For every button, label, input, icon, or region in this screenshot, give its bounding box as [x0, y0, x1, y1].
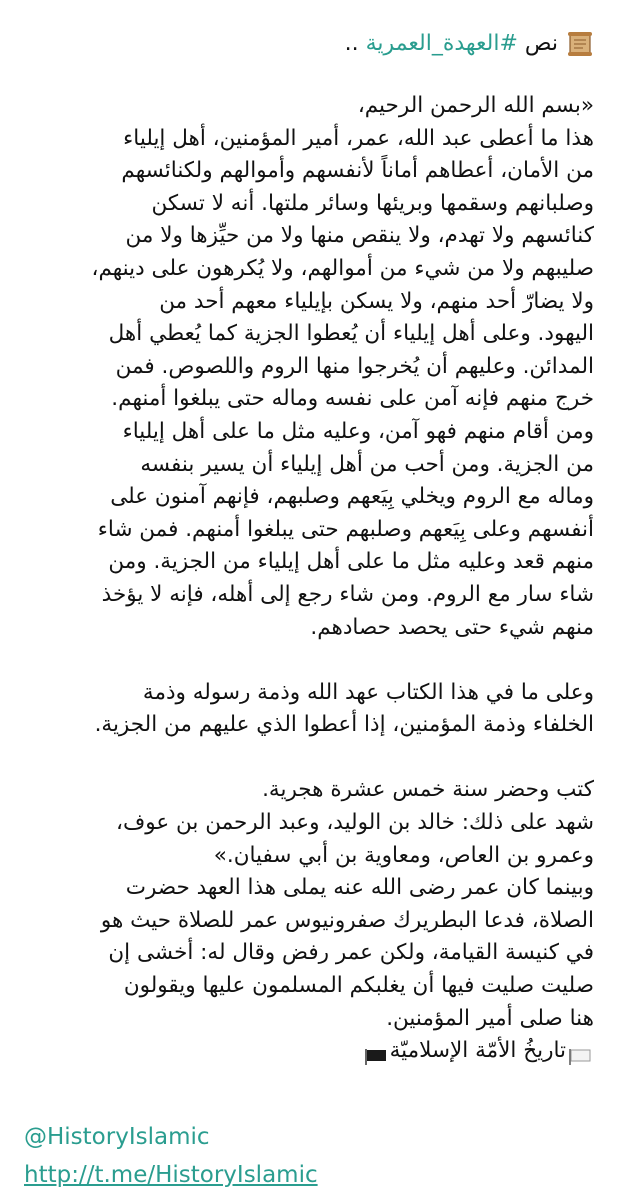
body-line: شاء سار مع الروم. ومن شاء رجع إلى أهله، فإنه لا يؤخذ	[101, 581, 594, 607]
post-header	[26, 24, 594, 64]
black-flag-icon	[364, 1043, 388, 1059]
closing-line: في كنيسة القيامة، ولكن عمر رفض وقال له: أخشى إن	[108, 940, 594, 966]
body-line: وصلبانهم وسقمها وبريئها وسائر ملتها. أنه لا تسكن	[151, 190, 594, 216]
body-line: ومن أقام منهم فهو آمن، وعليه مثل ما على أهل إيلياء	[122, 418, 594, 444]
closing-line: وبينما كان عمر رضى الله عنه يملى هذا العهد حضرت	[125, 875, 594, 901]
body-line: منهم شيء حتى يحصد حصادهم.	[310, 614, 594, 640]
body-line: «بسم الله الرحمن الرحيم،	[357, 93, 594, 118]
body-line: كنائسهم ولا تهدم، ولا ينقص منها ولا من حيِّزها ولا من	[125, 223, 594, 249]
closing-line: شهد على ذلك: خالد بن الوليد، وعبد الرحمن بن عوف،	[116, 810, 594, 836]
paragraph-gap	[26, 644, 594, 677]
body-line: خرج منهم فإنه آمن على نفسه وماله حتى يبلغوا أمنهم.	[111, 386, 594, 412]
signature-text: تاريخُ الأمّة الإسلاميّة	[389, 1038, 566, 1064]
closing-line: كتب وحضر سنة خمس عشرة هجرية.	[262, 777, 594, 803]
closing-line: وعمرو بن العاص، ومعاوية بن أبي سفيان.»	[213, 842, 594, 868]
covenant-line: وعلى ما في هذا الكتاب عهد الله وذمة رسوله وذمة	[142, 679, 594, 705]
body-line: من الجزية. ومن أحب من أهل إيلياء أن يسير بنفسه	[140, 451, 594, 477]
header-prefix: نص	[517, 31, 558, 56]
closing-line: هنا صلى أمير المؤمنين.	[386, 1005, 594, 1031]
body-line: منهم قعد وعليه مثل ما على أهل إيلياء من الجزية. ومن	[108, 549, 594, 575]
body-line: من الأمان، أعطاهم أماناً لأنفسهم وأموالهم ولكنائسهم	[121, 158, 594, 184]
body-line: أنفسهم وعلى بِيَعهم وصلبهم حتى يبلغوا أمنهم. فمن شاء	[97, 516, 594, 542]
body-line: وماله مع الروم ويخلي بِيَعهم وصلبهم، فإنهم آمنون على	[110, 484, 594, 510]
handle-link[interactable]: @HistoryIslamic	[24, 1124, 210, 1150]
covenant-line: الخلفاء وذمة المؤمنين، إذا أعطوا الذي عليهم من الجزية.	[94, 712, 594, 738]
signature-line	[26, 1035, 594, 1068]
header-suffix: ..	[344, 31, 366, 56]
white-flag-icon	[568, 1043, 592, 1059]
telegram-url-link[interactable]: http://t.me/HistoryIslamic	[24, 1162, 318, 1188]
scroll-icon	[566, 30, 594, 58]
body-line: هذا ما أعطى عبد الله، عمر، أمير المؤمنين، أهل إيلياء	[123, 125, 594, 151]
body-line: المدائن. وعليهم أن يُخرجوا منها الروم واللصوص. فمن	[115, 353, 594, 379]
body-line: صليبهم ولا من شيء من أموالهم، ولا يُكرهون على دينهم،	[91, 255, 594, 281]
closing-line: صليت صليت فيها أن يغلبكم المسلمون عليها ويقولون	[123, 973, 594, 999]
paragraph-gap	[26, 742, 594, 775]
body-line: ولا يضارّ أحد منهم، ولا يسكن بإيلياء معهم أحد من	[159, 288, 594, 314]
post-body	[26, 90, 594, 1068]
body-line: اليهود. وعلى أهل إيلياء أن يُعطوا الجزية كما يُعطي أهل	[108, 321, 594, 347]
links-block	[24, 1118, 318, 1194]
hashtag-link[interactable]: #العهدة_العمرية	[365, 31, 518, 56]
closing-line: الصلاة، فدعا البطريرك صفرونيوس عمر للصلاة حيث هو	[100, 907, 594, 933]
